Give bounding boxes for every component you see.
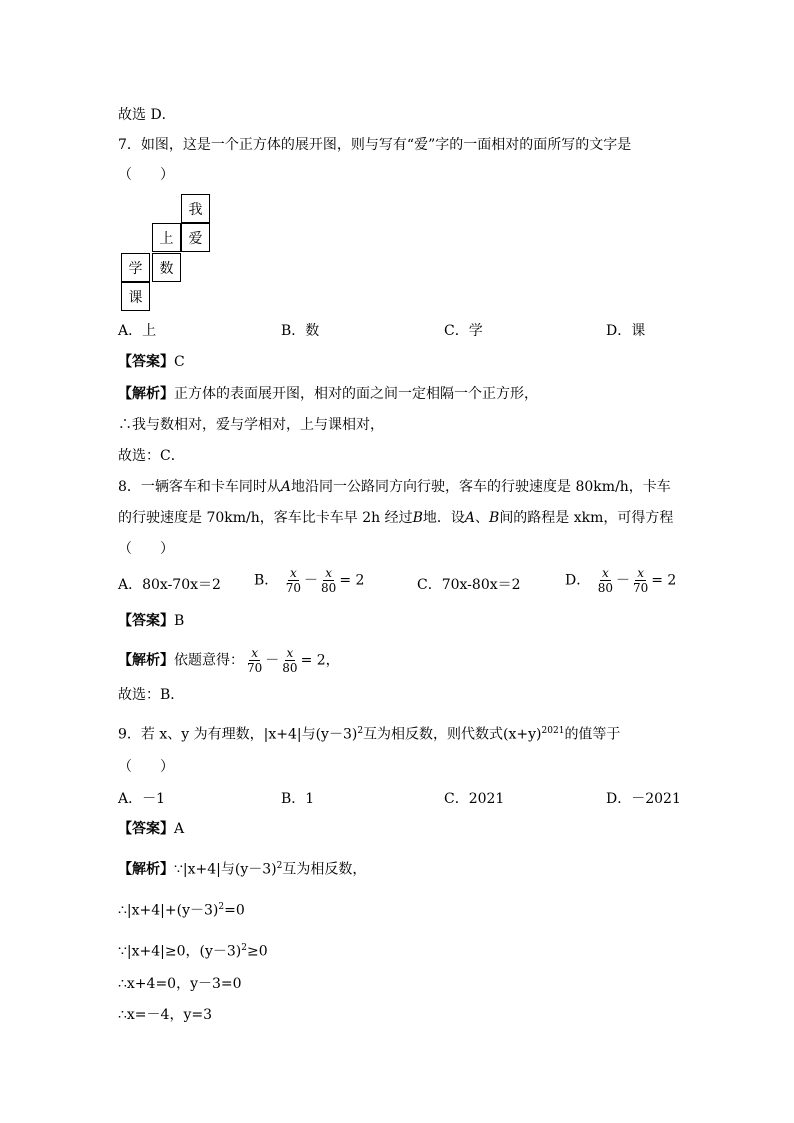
q8-text: 地沿同一公路同方向行驶，客车的行驶速度是 80km/h，卡车: [291, 479, 671, 495]
answer-label: 【答案】: [118, 354, 174, 370]
net-cell-ke: 课: [121, 282, 150, 311]
net-cell-shang: 上: [152, 223, 181, 252]
option-a: A．－1: [118, 791, 166, 807]
fraction: [284, 566, 303, 595]
numerator: x: [325, 566, 333, 580]
option-b-label: B．: [254, 572, 279, 589]
fraction: [280, 646, 299, 675]
denominator: 80: [282, 661, 298, 675]
q8-text: 的行驶速度是 70km/h，客车比卡车早 2h 经过: [118, 510, 413, 526]
question-8-line-2: [118, 509, 673, 527]
step-text: ∵|x+4|≥0，(y－3): [118, 943, 242, 960]
answer-label: 【答案】: [118, 613, 174, 629]
equals: = 2: [339, 572, 365, 589]
answer-8: [118, 612, 184, 630]
numerator: x: [637, 566, 644, 580]
question-7: 7．如图，这是一个正方体的展开图，则与写有“爱”字的一面相对的面所写的文字是: [118, 137, 632, 153]
analysis-text: 依题意得：: [174, 652, 244, 669]
q8-text: 、: [475, 510, 490, 526]
option-a: A．上: [118, 323, 157, 339]
option-c: C．2021: [444, 791, 505, 807]
option-b: B．1: [281, 791, 315, 807]
q8-text: 8．一辆客车和卡车同时从: [118, 479, 281, 495]
net-cell-xue: 学: [121, 253, 150, 282]
minus-sign: －: [304, 572, 319, 589]
q8-point-b: B: [489, 510, 500, 526]
q8-text: 地．设: [422, 510, 465, 526]
answer-value: B: [174, 613, 185, 629]
q8-point-a: A: [464, 510, 476, 526]
text-line: 故选 D．: [118, 107, 176, 123]
analysis-text: ∵|x+4|与(y－3): [174, 861, 277, 878]
analysis-label: 【解析】: [118, 861, 174, 878]
q8-point-b: B: [412, 510, 423, 526]
answer-value: C: [174, 354, 185, 370]
step-text: =0: [224, 902, 245, 919]
option-b: [254, 566, 364, 595]
text-line: 故选：B．: [118, 687, 185, 703]
option-c: C．70x-80x＝2: [417, 577, 521, 593]
analysis-text: 正方体的表面展开图，相对的面之间一定相隔一个正方形，: [174, 386, 538, 402]
denominator: 70: [632, 581, 649, 595]
denominator: 80: [321, 581, 337, 595]
exponent: 2: [241, 943, 247, 953]
option-d-label: D．: [565, 572, 591, 589]
option-a: A．80x-70x＝2: [118, 577, 221, 593]
math-step: [118, 939, 268, 961]
q8-text: 间的路程是 xkm，可得方程: [499, 510, 674, 526]
fraction: [319, 566, 338, 595]
exponent: 2: [218, 902, 225, 912]
answer-7: [118, 353, 185, 371]
math-step: ∴x+4=0，y－3=0: [118, 976, 242, 992]
question-9-paren: （ ）: [118, 759, 174, 775]
answer-9: [118, 820, 184, 838]
option-d: [565, 566, 676, 595]
q8-point-a: A: [280, 479, 292, 495]
fraction: [245, 646, 264, 675]
exponent: 2: [357, 726, 364, 736]
answer-value: A: [174, 821, 185, 837]
answer-label: 【答案】: [118, 821, 174, 837]
equals: = 2，: [300, 652, 340, 669]
denominator: 70: [285, 581, 302, 595]
text-line: 故选：C．: [118, 448, 185, 464]
question-8-line-1: [118, 478, 671, 496]
text-line: ∴我与数相对，爱与学相对，上与课相对，: [118, 417, 384, 433]
numerator: x: [601, 566, 609, 580]
question-7-paren: （ ）: [118, 167, 174, 183]
question-9: [118, 722, 620, 744]
analysis-7: [118, 385, 538, 403]
analysis-8: [118, 646, 340, 675]
option-d: D．－2021: [606, 791, 681, 807]
question-8-paren: （ ）: [118, 541, 174, 557]
net-cell-shu: 数: [152, 253, 181, 282]
numerator: x: [286, 646, 294, 660]
denominator: 80: [597, 581, 613, 595]
net-cell-ai: 爱: [181, 223, 210, 252]
net-cell-wo: 我: [181, 194, 210, 223]
minus-sign: －: [265, 652, 280, 669]
numerator: x: [290, 566, 297, 580]
q9-text: 的值等于: [564, 726, 621, 743]
fraction: [596, 566, 615, 595]
option-b: B．数: [281, 323, 320, 339]
exponent: 2021: [541, 726, 565, 736]
numerator: x: [251, 646, 259, 660]
denominator: 70: [247, 661, 263, 675]
analysis-9: [118, 857, 366, 879]
analysis-label: 【解析】: [118, 386, 174, 402]
equals: = 2: [651, 572, 677, 589]
analysis-text: 互为相反数，: [282, 861, 367, 878]
option-d: D．课: [606, 323, 646, 339]
step-text: ≥0: [247, 943, 268, 960]
analysis-label: 【解析】: [118, 652, 174, 669]
fraction: [631, 566, 650, 595]
q9-text: 9．若 x、y 为有理数，|x+4|与(y－3): [118, 726, 358, 743]
math-step: ∴x=－4，y=3: [118, 1007, 212, 1023]
math-step: [118, 898, 245, 920]
step-text: ∴|x+4|+(y－3): [118, 902, 219, 919]
exponent: 2: [276, 861, 283, 871]
option-c: C．学: [444, 323, 483, 339]
minus-sign: －: [615, 572, 630, 589]
q9-text: 互为相反数，则代数式(x+y): [363, 726, 542, 743]
